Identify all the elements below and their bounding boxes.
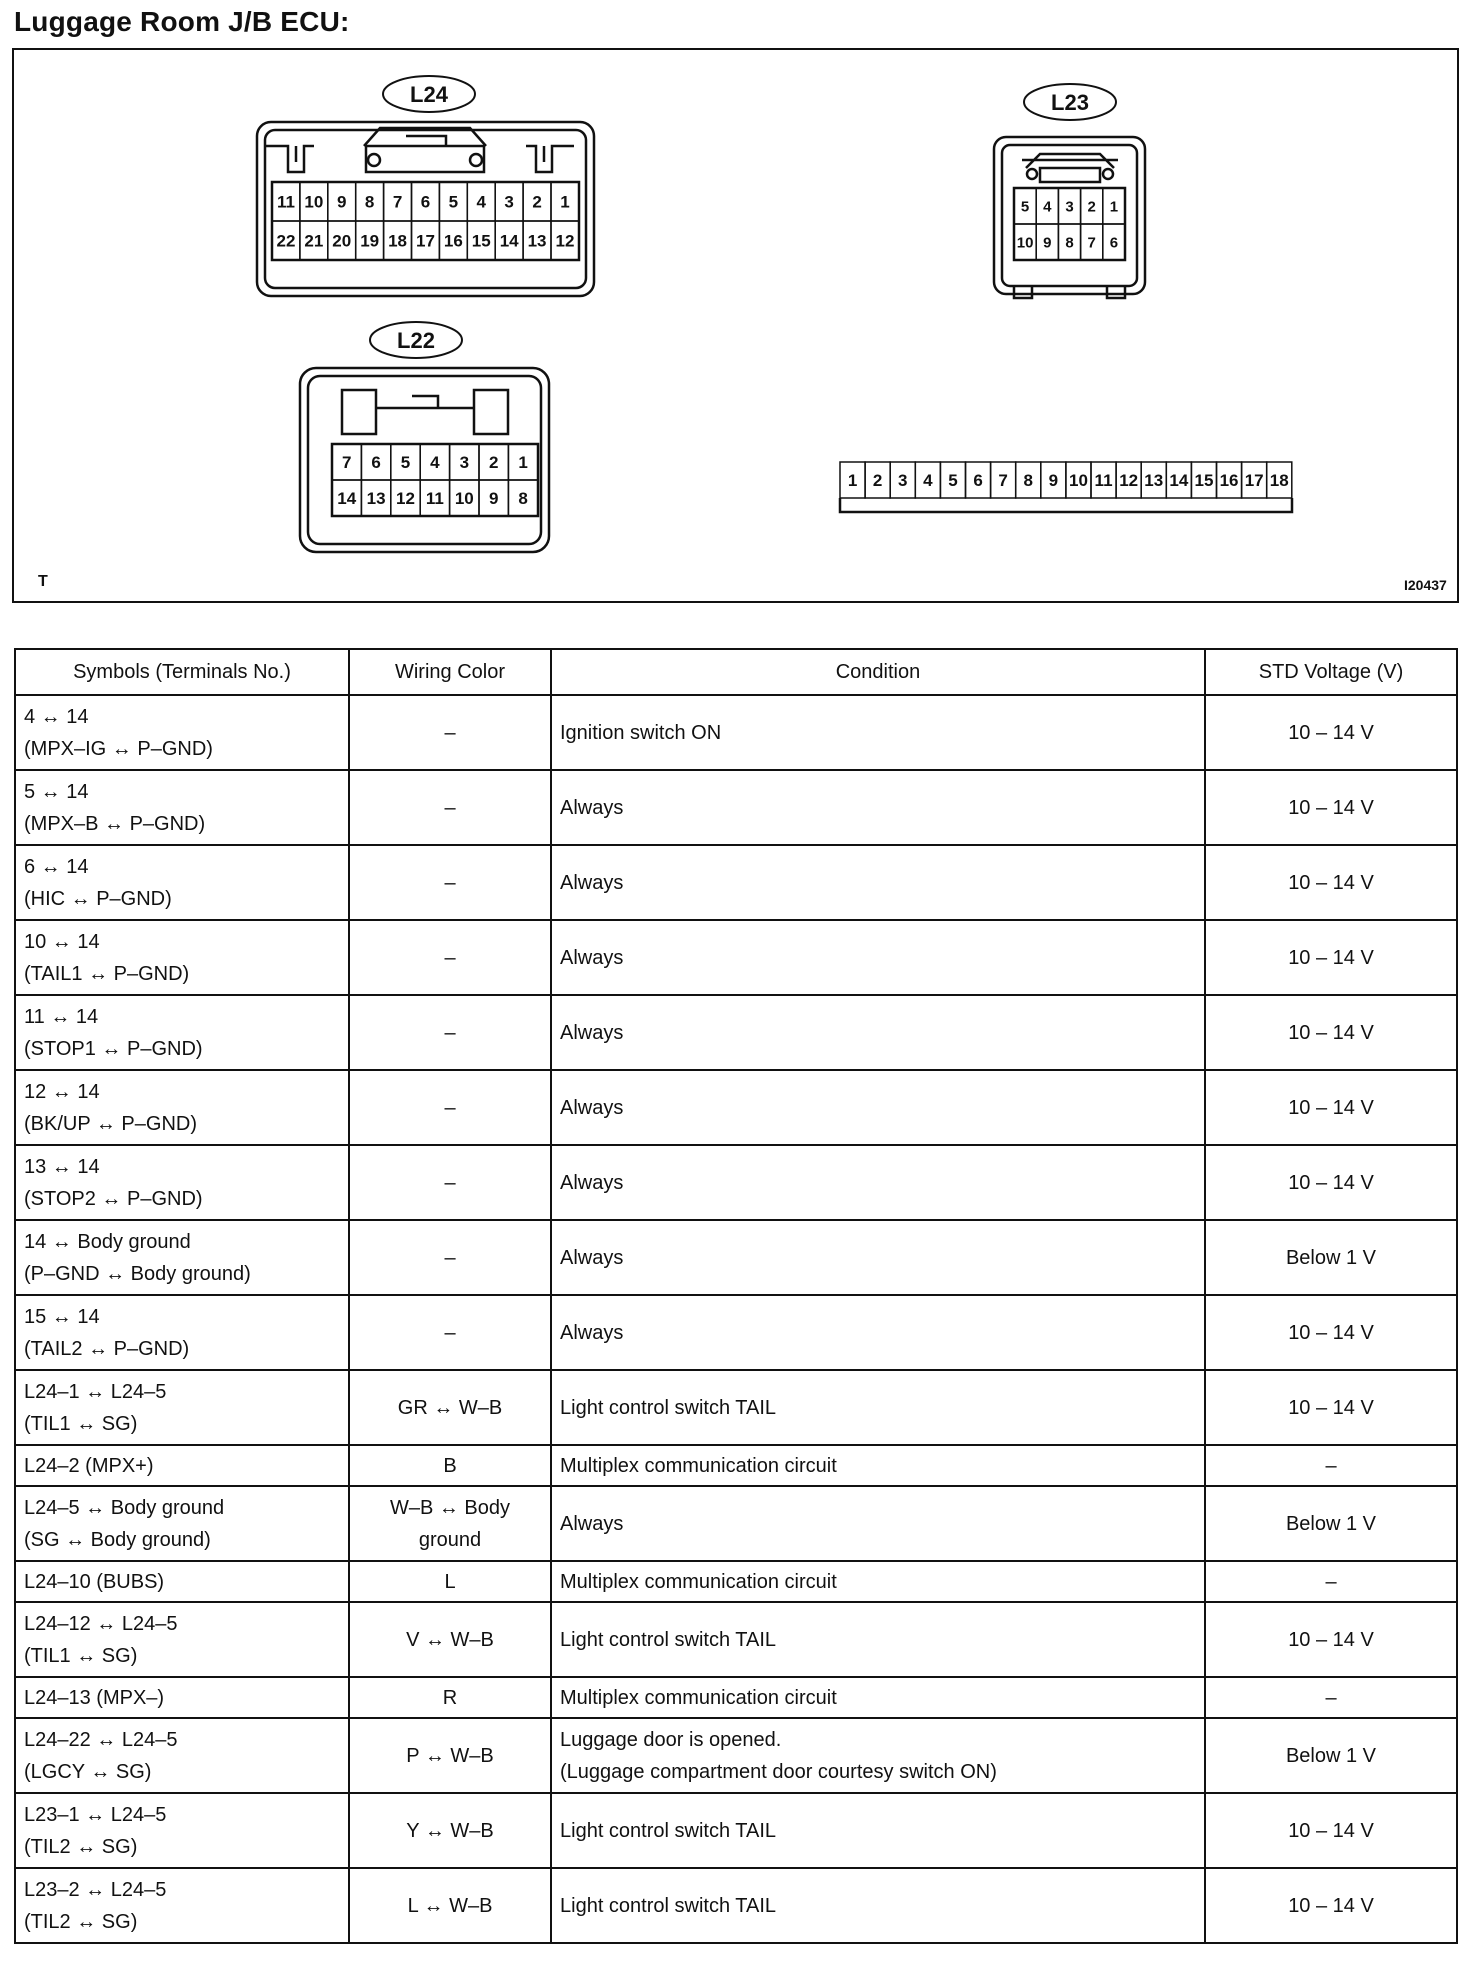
pin-number: 3 [504,192,514,212]
condition-cell [551,1677,1205,1718]
pin-number: 3 [1065,198,1074,216]
condition-cell [551,1718,1205,1793]
condition-cell [551,1070,1205,1145]
condition-cell [551,1868,1205,1943]
wiring-color-cell-line: R [442,1686,458,1709]
symbol-cell-line: (TIL1 ↔ SG) [24,1644,138,1667]
pin-number: 5 [448,192,459,212]
pin-number: 21 [304,231,324,251]
symbol-cell-line: 6 ↔ 14 [24,855,89,878]
table-row [15,1070,1457,1145]
wiring-color-cell [349,1220,551,1295]
wiring-color-cell-line: V ↔ W–B [406,1628,494,1651]
wiring-color-cell [349,1295,551,1370]
pin-number: 15 [471,231,491,251]
std-voltage-cell: – [1205,1677,1457,1718]
std-voltage-cell: 10 – 14 V [1205,1295,1457,1370]
std-voltage-cell: 10 – 14 V [1205,995,1457,1070]
pin-number: 4 [430,453,440,473]
symbol-cell-line: L24–1 ↔ L24–5 [24,1380,167,1403]
pin-number: 9 [1048,471,1059,491]
std-voltage-cell: Below 1 V [1205,1718,1457,1793]
condition-cell-line: Always [560,946,624,969]
std-voltage-cell: 10 – 14 V [1205,1793,1457,1868]
symbol-cell-line: (STOP1 ↔ P–GND) [24,1037,203,1060]
wiring-color-cell-line: – [444,796,456,819]
condition-cell [551,845,1205,920]
pin-number: 14 [499,231,519,251]
wiring-color-cell-line: P ↔ W–B [406,1744,494,1767]
symbol-cell-line: L23–1 ↔ L24–5 [24,1803,167,1826]
symbol-cell-line: L24–22 ↔ L24–5 [24,1728,178,1751]
condition-cell [551,920,1205,995]
pin-number: 4 [1043,198,1052,216]
connector-l23-housing [994,137,1145,298]
pin-number: 3 [898,471,908,491]
pin-number: 10 [304,192,324,212]
wiring-color-cell-line: W–B ↔ Body [389,1496,511,1519]
pin-number: 13 [527,231,547,251]
condition-cell-line: Luggage door is opened. [560,1728,782,1751]
symbol-cell-line: 13 ↔ 14 [24,1155,100,1178]
pin-number: 10 [1016,234,1034,252]
symbol-cell [15,1602,349,1677]
condition-cell-line: Light control switch TAIL [560,1396,777,1419]
pin-number: 6 [1109,234,1119,252]
condition-cell-line: Always [560,1171,624,1194]
wiring-color-cell [349,1486,551,1561]
pin-number: 5 [948,471,958,491]
symbol-cell [15,1220,349,1295]
table-row [15,1868,1457,1943]
std-voltage-cell: – [1205,1561,1457,1602]
table-row [15,1561,1457,1602]
std-voltage-cell: 10 – 14 V [1205,845,1457,920]
pin-number: 6 [973,471,983,491]
wiring-color-cell-line: – [444,721,456,744]
connector-label-l23: L23 [1051,90,1089,115]
table-row [15,1793,1457,1868]
symbol-cell [15,1718,349,1793]
pin-number: 11 [1094,471,1113,491]
pin-number: 11 [276,192,295,212]
symbol-cell [15,1370,349,1445]
pin-number: 2 [872,471,883,491]
symbol-cell-line: (TAIL2 ↔ P–GND) [24,1337,190,1360]
connector-strip-housing [840,498,1292,512]
symbol-cell-line: (TIL2 ↔ SG) [24,1835,138,1858]
pin-number: 8 [364,192,375,212]
pin-number: 14 [1169,471,1189,491]
pin-number: 15 [1194,471,1214,491]
pin-number: 6 [420,192,431,212]
pin-number: 19 [360,231,380,251]
std-voltage-cell: 10 – 14 V [1205,1145,1457,1220]
table-row [15,1718,1457,1793]
symbol-cell-line: (TIL1 ↔ SG) [24,1412,138,1435]
header-wiring-color: Wiring Color [349,649,551,695]
condition-cell-line: Always [560,871,624,894]
symbol-cell-line: (STOP2 ↔ P–GND) [24,1187,203,1210]
wiring-color-cell [349,1602,551,1677]
std-voltage-cell: 10 – 14 V [1205,920,1457,995]
wiring-color-cell [349,1677,551,1718]
pin-number: 2 [532,192,542,212]
std-voltage-cell: 10 – 14 V [1205,770,1457,845]
condition-cell [551,1602,1205,1677]
symbol-cell-line: L24–12 ↔ L24–5 [24,1612,178,1635]
pin-number: 7 [1087,234,1096,252]
pin-number: 13 [1144,471,1164,491]
symbol-cell [15,1295,349,1370]
terminal-table [14,648,1458,1944]
symbol-cell-line: (P–GND ↔ Body ground) [24,1262,251,1285]
pin-number: 8 [1023,471,1033,491]
pin-number: 16 [443,231,463,251]
condition-cell [551,695,1205,770]
symbol-cell-line: 14 ↔ Body ground [24,1230,191,1253]
table-row [15,770,1457,845]
symbol-cell-line: (MPX–B ↔ P–GND) [24,812,206,835]
table-row [15,1295,1457,1370]
condition-cell-line: Light control switch TAIL [560,1819,777,1842]
symbol-cell-line: 12 ↔ 14 [24,1080,100,1103]
table-row [15,995,1457,1070]
symbol-cell-line: L24–2 (MPX+) [24,1454,154,1477]
condition-cell [551,1295,1205,1370]
wiring-color-cell [349,770,551,845]
condition-cell-line: Light control switch TAIL [560,1894,777,1917]
table-row [15,1677,1457,1718]
pin-number: 17 [1244,471,1264,491]
symbol-cell-line: (SG ↔ Body ground) [24,1528,211,1551]
symbol-cell [15,845,349,920]
table-row [15,1145,1457,1220]
symbol-cell-line: L24–13 (MPX–) [24,1686,165,1709]
wiring-color-cell [349,1070,551,1145]
wiring-color-cell [349,1718,551,1793]
pin-number: 7 [392,192,403,212]
symbol-cell-line: (MPX–IG ↔ P–GND) [24,737,213,760]
std-voltage-cell: 10 – 14 V [1205,695,1457,770]
pin-number: 12 [396,489,415,509]
header-std-voltage: STD Voltage (V) [1205,649,1457,695]
symbol-cell [15,1677,349,1718]
symbol-cell-line: 15 ↔ 14 [24,1305,100,1328]
symbol-cell [15,770,349,845]
wiring-color-cell [349,1868,551,1943]
connector-label-l22: L22 [397,328,435,353]
condition-cell-line: Always [560,796,624,819]
symbol-cell-line: 10 ↔ 14 [24,930,100,953]
std-voltage-cell: 10 – 14 V [1205,1602,1457,1677]
table-row [15,845,1457,920]
symbol-cell-line: (BK/UP ↔ P–GND) [24,1112,197,1135]
table-header-row [15,649,1457,695]
symbol-cell-line: L24–10 (BUBS) [24,1570,165,1593]
wiring-color-cell [349,995,551,1070]
pin-number: 12 [555,231,575,251]
condition-cell-line: Always [560,1246,624,1269]
symbol-cell-line: 4 ↔ 14 [24,705,89,728]
condition-cell [551,1445,1205,1486]
condition-cell-line: Multiplex communication circuit [560,1686,837,1709]
condition-cell-line: Always [560,1512,624,1535]
pin-number: 18 [1269,471,1289,491]
symbol-cell-line: (TAIL1 ↔ P–GND) [24,962,190,985]
condition-cell-line: Light control switch TAIL [560,1628,777,1651]
symbol-cell [15,1561,349,1602]
pin-number: 1 [518,453,528,473]
wiring-color-cell-line: Y ↔ W–B [406,1819,494,1842]
table-row [15,1602,1457,1677]
table-row [15,695,1457,770]
wiring-color-cell-line: – [444,871,456,894]
pin-number: 5 [1020,198,1030,216]
table-row [15,920,1457,995]
symbol-cell [15,920,349,995]
pin-number: 13 [366,489,386,509]
condition-cell-line: Multiplex communication circuit [560,1570,837,1593]
pin-number: 7 [341,453,352,473]
wiring-color-cell-line: – [444,1021,456,1044]
symbol-cell [15,695,349,770]
pin-number: 1 [1109,198,1119,216]
wiring-color-cell [349,1145,551,1220]
pin-number: 1 [847,471,858,491]
symbol-cell [15,995,349,1070]
condition-cell [551,1561,1205,1602]
wiring-color-cell [349,1445,551,1486]
pin-number: 10 [1068,471,1088,491]
pin-number: 1 [560,192,570,212]
condition-cell-line: Always [560,1321,624,1344]
symbol-cell [15,1445,349,1486]
pin-number: 7 [998,471,1008,491]
wiring-color-cell-line: – [444,1321,456,1344]
pin-number: 12 [1119,471,1139,491]
pin-number: 22 [276,231,296,251]
wiring-color-cell-line: GR ↔ W–B [397,1396,503,1419]
wiring-color-cell-line: – [444,1246,456,1269]
wiring-color-cell [349,1561,551,1602]
pin-number: 3 [459,453,470,473]
condition-cell [551,770,1205,845]
pin-number: 6 [371,453,381,473]
connector-l22-housing [300,368,549,552]
pin-number: 4 [923,471,933,491]
wiring-color-cell [349,1793,551,1868]
condition-cell [551,1486,1205,1561]
pin-number: 20 [332,231,352,251]
pin-number: 2 [1087,198,1096,216]
wiring-color-cell-line: B [443,1454,457,1477]
pin-number: 4 [476,192,486,212]
table-row [15,1445,1457,1486]
wiring-color-cell-line: – [444,1171,456,1194]
condition-cell [551,1793,1205,1868]
table-body [15,695,1457,1943]
symbol-cell [15,1793,349,1868]
header-symbols: Symbols (Terminals No.) [15,649,349,695]
symbol-cell [15,1145,349,1220]
table-row [15,1220,1457,1295]
table-row [15,1370,1457,1445]
std-voltage-cell: Below 1 V [1205,1486,1457,1561]
std-voltage-cell: 10 – 14 V [1205,1868,1457,1943]
wiring-color-cell [349,920,551,995]
wiring-color-cell [349,845,551,920]
std-voltage-cell: 10 – 14 V [1205,1370,1457,1445]
page-title: Luggage Room J/B ECU: [14,6,350,37]
pin-number: 8 [518,489,528,509]
pin-number: 9 [1043,234,1052,252]
figure-id: I20437 [1404,577,1447,593]
pin-number: 8 [1065,234,1074,252]
std-voltage-cell: – [1205,1445,1457,1486]
condition-cell-line: (Luggage compartment door courtesy switch ON) [560,1760,997,1783]
header-condition: Condition [551,649,1205,695]
condition-cell-line: Always [560,1096,624,1119]
wiring-color-cell-line: – [444,946,456,969]
pin-number: 5 [400,453,411,473]
condition-cell [551,1370,1205,1445]
std-voltage-cell: Below 1 V [1205,1220,1457,1295]
pin-number: 18 [388,231,408,251]
connector-label-l24: L24 [410,82,448,107]
pin-number: 9 [488,489,499,509]
symbol-cell-line: (TIL2 ↔ SG) [24,1910,138,1933]
symbol-cell-line: L24–5 ↔ Body ground [24,1496,225,1519]
symbol-cell-line: 11 ↔ 14 [24,1005,99,1028]
condition-cell-line: Multiplex communication circuit [560,1454,837,1477]
pin-number: 16 [1219,471,1239,491]
connector-diagram-svg [14,50,1457,601]
symbol-cell [15,1070,349,1145]
pin-number: 10 [454,489,474,509]
symbol-cell-line: (HIC ↔ P–GND) [24,887,172,910]
connector-diagram [12,48,1459,603]
wiring-color-cell [349,695,551,770]
corner-letter: T [38,573,48,590]
pin-number: 11 [425,489,444,509]
table-row [15,1486,1457,1561]
pin-number: 9 [337,192,347,212]
condition-cell [551,1145,1205,1220]
pin-number: 14 [337,489,357,509]
condition-cell [551,995,1205,1070]
symbol-cell-line: 5 ↔ 14 [24,780,89,803]
condition-cell [551,1220,1205,1295]
condition-cell-line: Ignition switch ON [560,721,722,744]
wiring-color-cell-line: – [444,1096,456,1119]
condition-cell-line: Always [560,1021,624,1044]
wiring-color-cell-line: L [444,1570,456,1593]
symbol-cell-line: L23–2 ↔ L24–5 [24,1878,167,1901]
pin-number: 17 [415,231,435,251]
wiring-color-cell [349,1370,551,1445]
std-voltage-cell: 10 – 14 V [1205,1070,1457,1145]
symbol-cell-line: (LGCY ↔ SG) [24,1760,152,1783]
pin-number: 2 [488,453,499,473]
symbol-cell [15,1486,349,1561]
wiring-color-cell-line: L ↔ W–B [407,1894,493,1917]
wiring-color-cell-line: ground [418,1528,482,1551]
symbol-cell [15,1868,349,1943]
